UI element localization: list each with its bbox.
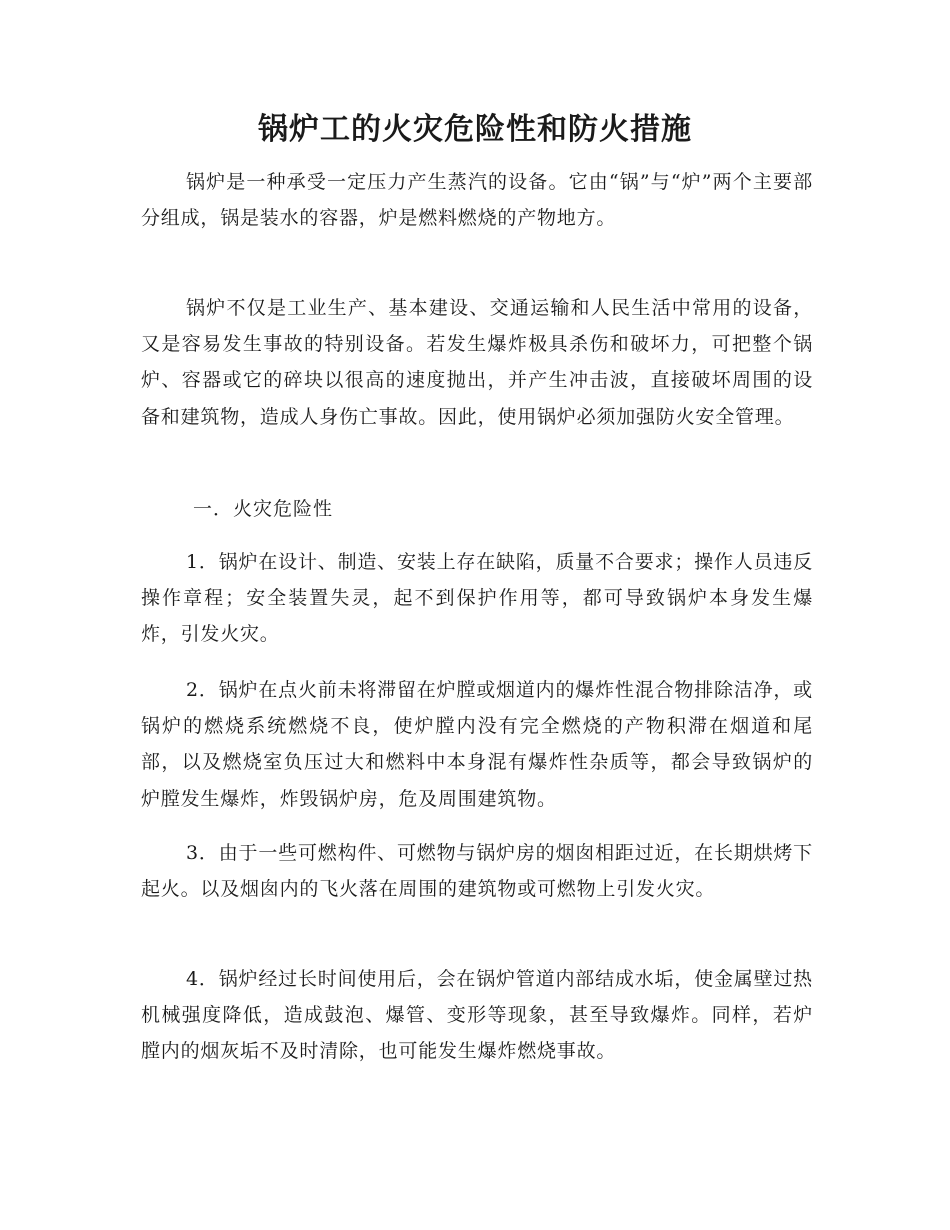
intro-paragraph-2: 锅炉不仅是工业生产、基本建设、交通运输和人民生活中常用的设备，又是容易发生事故的特别设备。若发生爆炸极具杀伤和破坏力，可把整个锅炉、容器或它的碎块以很高的速度抛出，并产生冲击波，直接破坏周围的设备和建筑物，造成人身伤亡事故。因此，使用锅炉必须加强防火安全管理。	[141, 297, 813, 428]
intro-paragraph-1: 锅炉是一种承受一定压力产生蒸汽的设备。它由“锅”与“炉”两个主要部分组成，锅是装水的容器，炉是燃料燃烧的产物地方。	[141, 171, 813, 230]
document-title: 锅炉工的火灾危险性和防火措施	[258, 112, 692, 147]
list-item-3: 3．由于一些可燃构件、可燃物与锅炉房的烟囱相距过近，在长期烘烤下起火。以及烟囱内的飞火落在周围的建筑物或可燃物上引发火灾。	[141, 842, 813, 901]
list-item-2: 2．锅炉在点火前未将滞留在炉膛或烟道内的爆炸性混合物排除洁净，或锅炉的燃烧系统燃烧不良，使炉膛内没有完全燃烧的产物积滞在烟道和尾部，以及燃烧室负压过大和燃料中本身混有爆炸性杂质等，都会导致锅炉的炉膛发生爆炸，炸毁锅炉房，危及周围建筑物。	[141, 679, 813, 810]
section-heading: 一．火灾危险性	[193, 498, 334, 520]
list-item-1: 1．锅炉在设计、制造、安装上存在缺陷，质量不合要求；操作人员违反操作章程；安全装置失灵，起不到保护作用等，都可导致锅炉本身发生爆炸，引发火灾。	[141, 551, 813, 646]
list-item-4: 4．锅炉经过长时间使用后，会在锅炉管道内部结成水垢，使金属壁过热机械强度降低，造成鼓泡、爆管、变形等现象，甚至导致爆炸。同样，若炉膛内的烟灰垢不及时清除，也可能发生爆炸燃烧事故。	[141, 968, 813, 1063]
